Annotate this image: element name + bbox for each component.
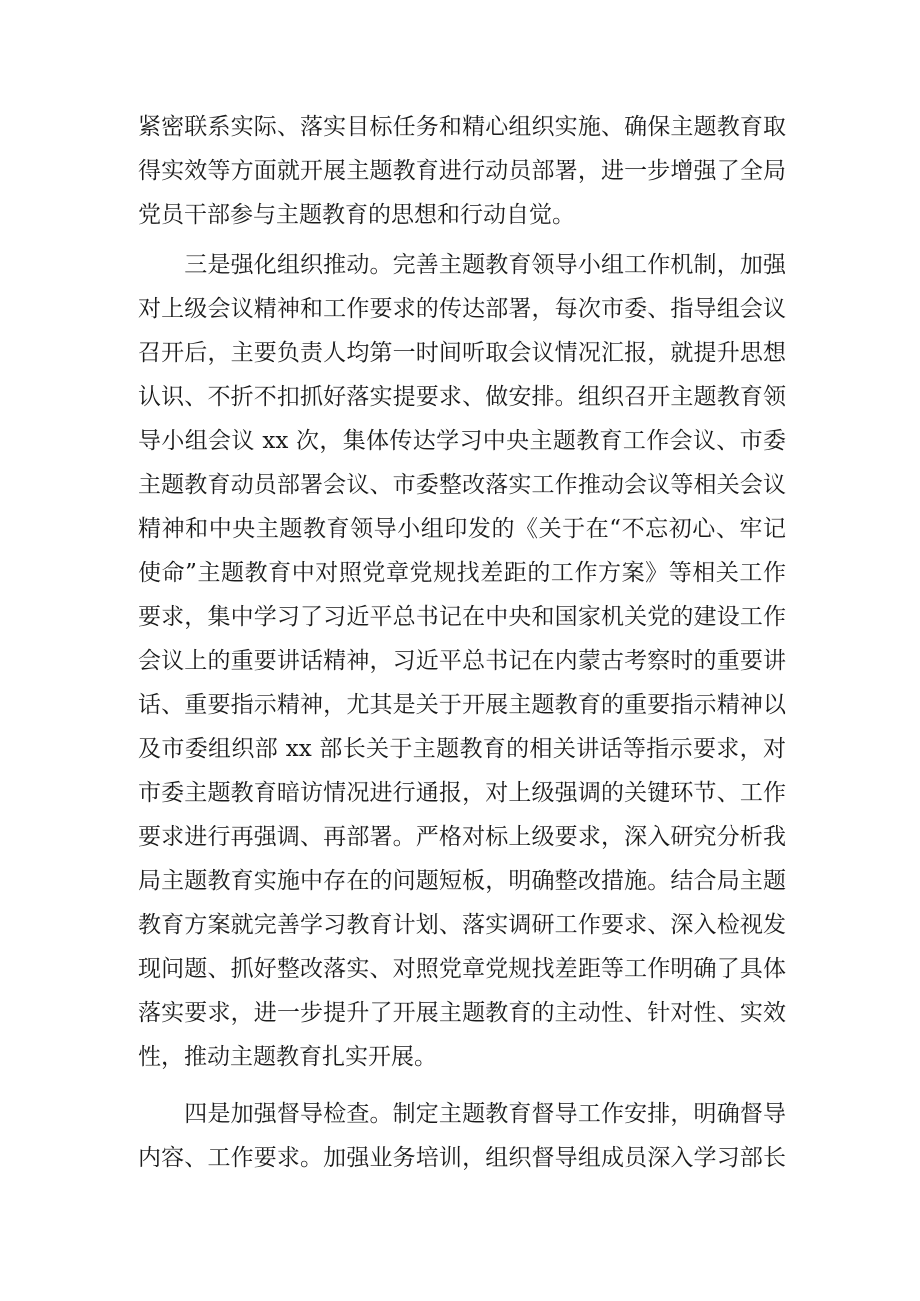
- text-line: 党员干部参与主题教育的思想和行动自觉。: [138, 202, 575, 228]
- text-line: 内容、工作要求。加强业务培训，组织督导组成员深入学习部长: [138, 1145, 786, 1171]
- text-line: 四是加强督导检查。制定主题教育督导工作安排，明确督导: [138, 1101, 786, 1127]
- text-line: 局主题教育实施中存在的问题短板，明确整改措施。结合局主题: [138, 868, 786, 894]
- text-line: 主题教育动员部署会议、市委整改落实工作推动会议等相关会议: [138, 472, 786, 498]
- text-line: 及市委组织部 xx 部长关于主题教育的相关讲话等指示要求，对: [138, 736, 786, 762]
- text-line: 导小组会议 xx 次，集体传达学习中央主题教育工作会议、市委: [138, 428, 786, 454]
- text-line: 落实要求，进一步提升了开展主题教育的主动性、针对性、实效: [138, 1000, 786, 1026]
- text-line: 市委主题教育暗访情况进行通报，对上级强调的关键环节、工作: [138, 780, 786, 806]
- paragraph-2: [138, 243, 786, 1079]
- text-line: 话、重要指示精神，尤其是关于开展主题教育的重要指示精神以: [138, 692, 786, 718]
- text-line: 使命”主题教育中对照党章党规找差距的工作方案》等相关工作: [138, 560, 786, 586]
- text-line: 教育方案就完善学习教育计划、落实调研工作要求、深入检视发: [138, 912, 786, 938]
- text-line: 对上级会议精神和工作要求的传达部署，每次市委、指导组会议: [138, 296, 786, 322]
- text-line: 认识、不折不扣抓好落实提要求、做安排。组织召开主题教育领: [138, 384, 786, 410]
- text-line: 性，推动主题教育扎实开展。: [138, 1044, 437, 1070]
- paragraph-3: [138, 1092, 786, 1180]
- document-page: [138, 105, 786, 1180]
- text-line: 紧密联系实际、落实目标任务和精心组织实施、确保主题教育取: [138, 114, 786, 140]
- text-line: 会议上的重要讲话精神，习近平总书记在内蒙古考察时的重要讲: [138, 648, 786, 674]
- paragraph-1: [138, 105, 786, 237]
- text-line: 精神和中央主题教育领导小组印发的《关于在“不忘初心、牢记: [138, 516, 786, 542]
- text-line: 现问题、抓好整改落实、对照党章党规找差距等工作明确了具体: [138, 956, 786, 982]
- text-line: 得实效等方面就开展主题教育进行动员部署，进一步增强了全局: [138, 158, 786, 184]
- text-line: 要求，集中学习了习近平总书记在中央和国家机关党的建设工作: [138, 604, 786, 630]
- text-line: 召开后，主要负责人均第一时间听取会议情况汇报，就提升思想: [138, 340, 786, 366]
- text-line: 三是强化组织推动。完善主题教育领导小组工作机制，加强: [138, 252, 786, 278]
- text-line: 要求进行再强调、再部署。严格对标上级要求，深入研究分析我: [138, 824, 786, 850]
